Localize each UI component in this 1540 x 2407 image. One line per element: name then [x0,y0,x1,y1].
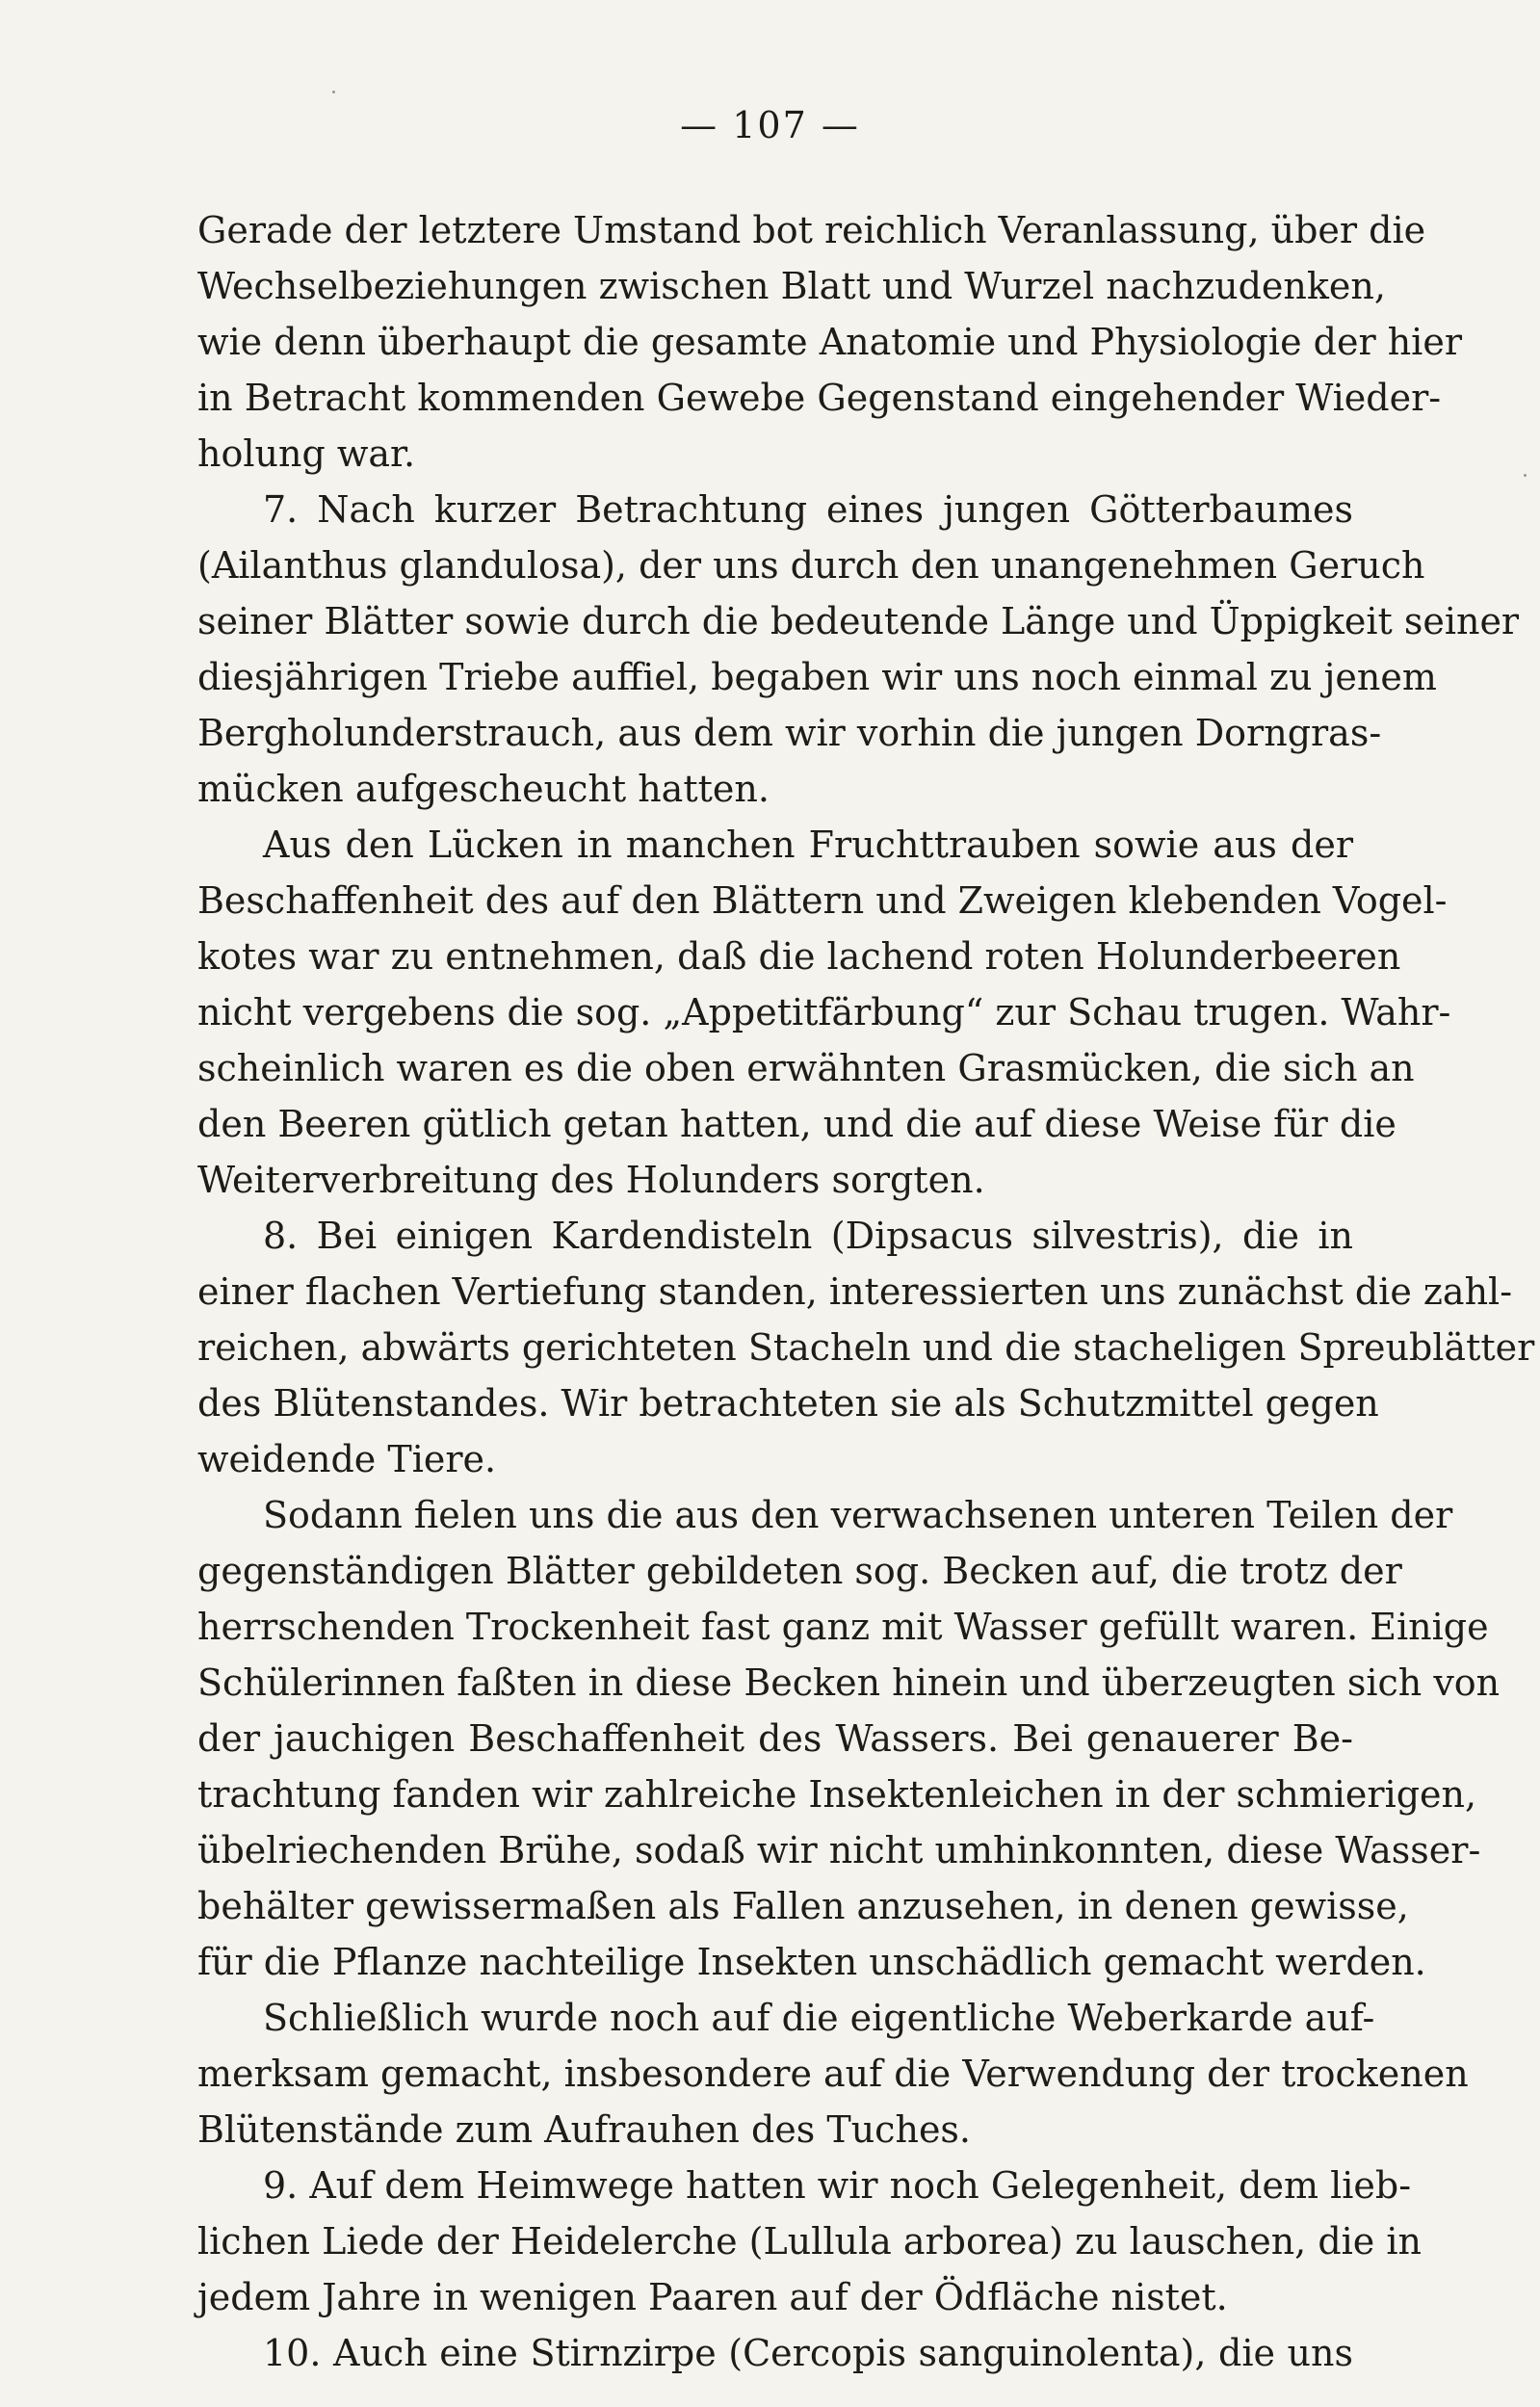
text-line: Gerade der letztere Umstand bot reichlich Veranlassung, über die [197,209,1426,251]
text-line: merksam gemacht, insbesondere auf die Verwendung der trockenen [197,2053,1469,2095]
paper-speck [332,91,335,93]
text-line: gegenständigen Blätter gebildeten sog. Becken auf, die trotz der [197,1550,1402,1592]
text-line: Weiterverbreitung des Holunders sorgten. [197,1159,985,1201]
text-line: (Ailanthus glandulosa), der uns durch den unangenehmen Geruch [197,544,1425,587]
text-line: Bergholunderstrauch, aus dem wir vorhin die jungen Dorngras- [197,712,1382,754]
text-line: reichen, abwärts gerichteten Stacheln und die stacheligen Spreublätter [197,1326,1535,1369]
text-line: jedem Jahre in wenigen Paaren auf der Ödfläche nistet. [197,2276,1228,2318]
text-line: übelriechenden Brühe, sodaß wir nicht umhinkonnten, diese Wasser- [197,1829,1481,1871]
text-line: in Betracht kommenden Gewebe Gegenstand eingehender Wieder- [197,377,1442,419]
text-line: wie denn überhaupt die gesamte Anatomie und Physiologie der hier [197,321,1462,363]
body-text [197,202,1535,2381]
text-line: Blütenstände zum Aufrauhen des Tuches. [197,2108,972,2151]
text-line: mücken aufgescheucht hatten. [197,768,770,810]
text-line: scheinlich waren es die oben erwähnten Grasmücken, die sich an [197,1047,1415,1089]
text-line: nicht vergebens die sog. „Appetitfärbung“ zur Schau trugen. Wahr- [197,991,1451,1033]
text-line: 7. Nach kurzer Betrachtung eines jungen Götterbaumes [263,488,1353,531]
text-line: Wechselbeziehungen zwischen Blatt und Wurzel nachzudenken, [197,265,1386,307]
text-line: seiner Blätter sowie durch die bedeutende Länge und Üppigkeit seiner [197,600,1520,642]
text-line: Aus den Lücken in manchen Fruchttrauben sowie aus der [263,824,1353,866]
text-line: Sodann fielen uns die aus den verwachsenen unteren Teilen der [263,1494,1453,1536]
text-line: kotes war zu entnehmen, daß die lachend roten Holunderbeeren [197,935,1401,978]
text-line: lichen Liede der Heidelerche (Lullula arborea) zu lauschen, die in [197,2220,1422,2263]
text-line: trachtung fanden wir zahlreiche Insektenleichen in der schmierigen, [197,1773,1477,1816]
text-line: 8. Bei einigen Kardendisteln (Dipsacus silvestris), die in [263,1215,1353,1257]
text-line: einer flachen Vertiefung standen, interessierten uns zunächst die zahl- [197,1270,1513,1313]
text-line: holung war. [197,432,416,475]
page-number: — 107 — [680,104,860,146]
text-line: herrschenden Trockenheit fast ganz mit Wasser gefüllt waren. Einige [197,1606,1489,1648]
text-line: 9. Auf dem Heimwege hatten wir noch Gelegenheit, dem lieb- [263,2164,1412,2207]
paper-speck [1524,474,1527,477]
text-line: diesjährigen Triebe auffiel, begaben wir uns noch einmal zu jenem [197,656,1437,698]
text-line: Beschaffenheit des auf den Blättern und Zweigen klebenden Vogel- [197,879,1448,922]
text-line: weidende Tiere. [197,1438,497,1480]
text-line: der jauchigen Beschaffenheit des Wassers. Bei genauerer Be- [197,1717,1353,1760]
text-line: 10. Auch eine Stirnzirpe (Cercopis sanguinolenta), die uns [263,2332,1353,2374]
text-line: Schließlich wurde noch auf die eigentliche Weberkarde auf- [263,1997,1375,2039]
text-line: behälter gewissermaßen als Fallen anzusehen, in denen gewisse, [197,1885,1409,1927]
text-line: des Blütenstandes. Wir betrachteten sie als Schutzmittel gegen [197,1382,1379,1425]
text-line: für die Pflanze nachteilige Insekten unschädlich gemacht werden. [197,1941,1426,1983]
text-line: Schülerinnen faßten in diese Becken hinein und überzeugten sich von [197,1661,1501,1704]
text-line: den Beeren gütlich getan hatten, und die auf diese Weise für die [197,1103,1396,1145]
